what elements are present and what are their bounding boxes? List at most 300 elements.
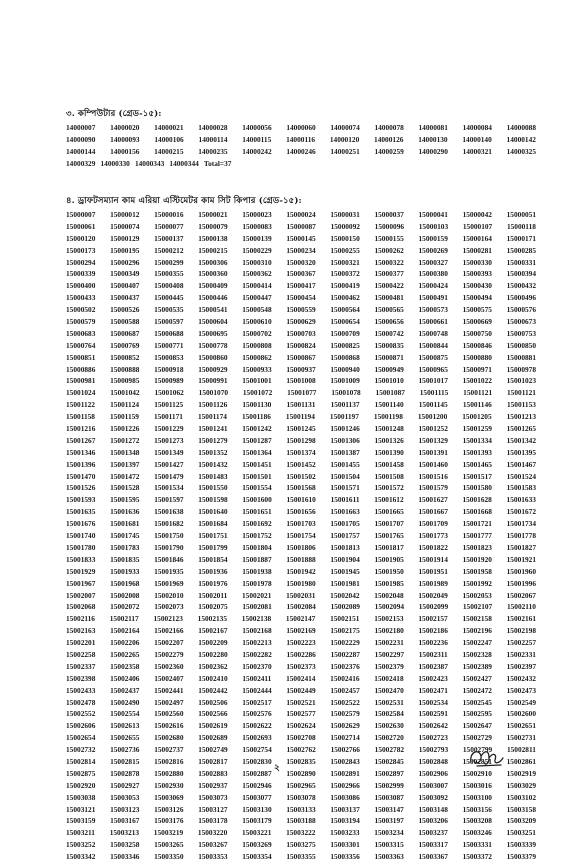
roll-number: 15000212 [154, 245, 184, 255]
roll-number: 15000007 [66, 210, 96, 219]
roll-number: 15001534 [154, 483, 184, 493]
roll-number: 15001985 [374, 578, 404, 588]
roll-number: 15001765 [374, 531, 404, 541]
roll-number: 15001213 [506, 412, 536, 422]
roll-number: 15002766 [330, 745, 360, 755]
roll-number: 15001024 [66, 388, 96, 398]
roll-number: 15001246 [330, 424, 360, 434]
roll-number: 15002545 [462, 697, 492, 707]
roll-number: 15000824 [286, 340, 316, 350]
roll-number: 15002946 [242, 780, 272, 790]
roll-number: 15000362 [242, 269, 272, 279]
roll-number: 15002470 [374, 685, 404, 695]
roll-number: 15000327 [418, 257, 448, 267]
roll-number: 14000081 [418, 123, 448, 132]
roll-number: 15002161 [506, 614, 536, 624]
roll-number: 15001628 [462, 495, 492, 505]
roll-number: 15002398 [66, 673, 96, 683]
roll-number: 15001122 [66, 400, 95, 410]
roll-number: 15002552 [66, 709, 96, 719]
roll-number: 15002490 [110, 697, 140, 707]
roll-number: 15001936 [198, 566, 228, 576]
roll-number: 15003372 [462, 852, 492, 862]
roll-number: Total=37 [203, 158, 232, 168]
roll-number: 15001517 [462, 471, 492, 481]
roll-number: 15000949 [374, 364, 404, 374]
roll-number: 15000355 [154, 269, 184, 279]
roll-number: 15002579 [330, 709, 360, 719]
roll-number: 15001757 [330, 531, 360, 541]
section-4-row [66, 806, 536, 818]
roll-number: 15000339 [66, 269, 96, 279]
roll-number: 15002560 [154, 709, 184, 719]
roll-number: 15000349 [110, 269, 140, 279]
roll-number: 15000229 [242, 245, 272, 255]
roll-number: 15003315 [374, 840, 404, 850]
roll-number: 15002731 [506, 733, 536, 743]
roll-number: 15001598 [198, 495, 228, 505]
roll-number: 15000929 [198, 364, 228, 374]
roll-number: 15002207 [154, 638, 184, 648]
roll-number: 15002577 [286, 709, 316, 719]
roll-number: 15001945 [330, 566, 360, 576]
roll-number: 15003350 [154, 852, 184, 862]
roll-number: 15001817 [374, 542, 404, 552]
roll-number: 15000576 [506, 305, 536, 315]
roll-number: 15001023 [506, 376, 536, 386]
roll-number: 15003267 [198, 840, 228, 850]
roll-number: 15002619 [198, 721, 228, 731]
roll-number: 15000061 [66, 221, 96, 231]
roll-number: 15000844 [418, 340, 448, 350]
roll-number: 15003252 [66, 840, 96, 850]
roll-number: 15001432 [198, 459, 228, 469]
roll-number: 15001740 [66, 531, 96, 541]
roll-number: 15001010 [374, 376, 404, 386]
roll-number: 15002081 [242, 602, 272, 612]
roll-number: 15000171 [506, 233, 536, 243]
roll-number: 15001833 [66, 554, 96, 564]
roll-number: 15001121 [507, 388, 536, 398]
roll-number: 14000330 [100, 158, 130, 168]
roll-number: 15002164 [110, 626, 140, 636]
roll-number: 15001364 [242, 447, 272, 457]
roll-number: 15002554 [110, 709, 140, 719]
roll-number: 15001526 [66, 483, 96, 493]
roll-number: 15001992 [462, 578, 492, 588]
roll-number: 15000031 [330, 210, 360, 219]
section-4-row [66, 461, 536, 473]
roll-number: 15003221 [241, 828, 272, 838]
roll-number: 15000285 [506, 245, 536, 255]
roll-number: 15000417 [286, 281, 316, 291]
roll-number: 14000116 [286, 134, 316, 144]
roll-number: 15002107 [462, 602, 493, 612]
roll-number: 15001348 [110, 447, 140, 457]
roll-number: 14000074 [330, 123, 360, 132]
roll-number: 15001124 [110, 400, 140, 410]
roll-number: 15002282 [242, 649, 272, 659]
roll-number: 15000981 [66, 376, 96, 386]
roll-number: 15001640 [198, 507, 228, 517]
roll-number: 15000120 [66, 233, 96, 243]
roll-number: 15002624 [286, 721, 316, 731]
roll-number: 15002236 [418, 638, 448, 648]
roll-number: 15001920 [462, 554, 492, 564]
roll-number: 15000454 [286, 293, 316, 303]
roll-number: 15001672 [506, 507, 536, 517]
roll-number: 15001458 [374, 459, 404, 469]
roll-number: 15002094 [374, 602, 405, 612]
roll-number: 15002231 [374, 638, 404, 648]
roll-number: 15000414 [242, 281, 272, 291]
roll-number: 15002442 [198, 685, 228, 695]
roll-number: 15001483 [198, 471, 228, 481]
roll-number: 15001397 [110, 459, 140, 469]
roll-number: 15003194 [330, 816, 360, 826]
roll-number: 15003301 [330, 840, 360, 850]
roll-number: 15001334 [462, 435, 492, 445]
roll-number: 14000325 [506, 146, 536, 156]
roll-number: 15000377 [374, 269, 404, 279]
roll-number: 15002167 [198, 626, 228, 636]
roll-number: 15003354 [242, 852, 272, 862]
roll-number: 14000329 [66, 158, 96, 168]
roll-number: 15001572 [374, 483, 404, 493]
roll-number: 15002410 [198, 673, 228, 683]
roll-number: 15000462 [330, 293, 360, 303]
roll-number: 15001130 [242, 400, 272, 410]
roll-number: 15002887 [242, 768, 272, 778]
roll-number: 15001352 [198, 447, 228, 457]
roll-number: 15000656 [374, 317, 404, 327]
roll-number: 15002157 [418, 614, 448, 624]
roll-number: 15002606 [66, 721, 96, 731]
roll-number: 15002999 [374, 780, 404, 790]
roll-number: 15002151 [330, 614, 360, 624]
roll-number: 15002848 [418, 756, 448, 766]
roll-number: 14000242 [242, 146, 272, 156]
roll-number: 15002714 [330, 733, 360, 743]
roll-number: 15001342 [506, 435, 536, 445]
roll-number: 15001287 [242, 435, 272, 445]
roll-number: 15000432 [506, 281, 536, 291]
roll-number: 15002897 [374, 768, 404, 778]
roll-number: 15002814 [66, 756, 96, 766]
roll-number: 15000853 [154, 352, 184, 362]
roll-number: 15002370 [242, 661, 272, 671]
roll-number: 15001745 [110, 531, 140, 541]
roll-number: 15003208 [462, 816, 492, 826]
roll-number: 15001121 [463, 388, 493, 398]
roll-number: 15002584 [374, 709, 404, 719]
roll-number: 15001017 [418, 376, 448, 386]
roll-number: 15000408 [154, 281, 184, 291]
roll-number: 15001062 [154, 388, 184, 398]
roll-number: 15002135 [197, 614, 228, 624]
roll-number: 15001200 [417, 412, 448, 422]
roll-number: 15000445 [154, 293, 184, 303]
roll-number: 15000446 [198, 293, 228, 303]
roll-number: 15000940 [330, 364, 360, 374]
roll-number: 15002630 [374, 721, 404, 731]
roll-number: 14000344 [169, 158, 199, 168]
roll-number: 15001125 [154, 400, 184, 410]
roll-number: 15000868 [330, 352, 360, 362]
roll-number: 15000860 [198, 352, 228, 362]
roll-number: 15002166 [154, 626, 184, 636]
roll-number: 14000246 [286, 146, 316, 156]
roll-number: 15000579 [66, 317, 96, 327]
roll-number: 15000559 [286, 305, 316, 315]
roll-number: 15000669 [462, 317, 492, 327]
roll-number: 15003069 [154, 792, 184, 802]
roll-number: 15002049 [418, 590, 448, 600]
roll-number: 15002387 [418, 661, 448, 671]
roll-number: 15001627 [418, 495, 448, 505]
roll-number: 15002816 [154, 756, 184, 766]
roll-number: 15002169 [286, 626, 316, 636]
roll-number: 15001115 [419, 388, 449, 398]
roll-number: 15003007 [418, 780, 448, 790]
roll-number: 15000255 [330, 245, 360, 255]
roll-number: 15002163 [66, 626, 96, 636]
roll-number: 15001087 [375, 388, 405, 398]
roll-number: 15002793 [418, 745, 449, 755]
roll-number: 15001550 [198, 483, 228, 493]
roll-number: 15001174 [197, 412, 227, 422]
roll-number: 15002379 [374, 661, 404, 671]
roll-number: 14000056 [242, 123, 272, 132]
roll-number: 15000159 [418, 233, 448, 243]
roll-number: 15000541 [198, 305, 228, 315]
roll-number: 15003265 [154, 840, 184, 850]
roll-number: 15000965 [418, 364, 448, 374]
roll-number: 15001799 [198, 542, 228, 552]
section-4-title: ৪. ড্রাফটসম্যান কাম এরিয়া এস্টিমেটর কাম সিট কিপার (গ্রেড-১৫): [66, 196, 302, 206]
roll-number: 15000118 [506, 221, 536, 231]
roll-number: 15002328 [462, 649, 492, 659]
roll-number: 15003073 [198, 792, 228, 802]
roll-number: 15000103 [418, 221, 449, 231]
roll-number: 14000215 [154, 146, 184, 156]
roll-number: 15002247 [462, 638, 492, 648]
roll-number: 15001346 [66, 447, 96, 457]
roll-number: 15000173 [66, 245, 96, 255]
signature-mark [462, 742, 507, 774]
roll-number: 15002449 [286, 685, 316, 695]
roll-number: 15001611 [330, 495, 360, 505]
roll-number: 15003363 [374, 852, 404, 862]
roll-number: 15002737 [154, 745, 184, 755]
roll-number: 14000007 [66, 123, 96, 132]
roll-number: 15000565 [374, 305, 404, 315]
roll-number: 15000129 [110, 233, 140, 243]
roll-number: 15001568 [286, 483, 316, 493]
roll-number: 15000654 [330, 317, 360, 327]
roll-number: 15001595 [110, 495, 140, 505]
roll-number: 15000320 [286, 257, 316, 267]
roll-number: 15001451 [242, 459, 272, 469]
roll-number: 15002072 [110, 602, 140, 612]
section-3-title: ৩. কম্পিউটার (গ্রেড-১৫): [66, 109, 162, 119]
roll-number: 15003133 [286, 804, 316, 814]
roll-number: 15000764 [66, 340, 96, 350]
roll-number: 15002616 [154, 721, 184, 731]
roll-number: 15001854 [198, 554, 228, 564]
section-3-row [66, 148, 536, 160]
roll-number: 15002549 [506, 697, 536, 707]
roll-number: 15000852 [110, 352, 140, 362]
roll-number: 15003053 [110, 792, 140, 802]
roll-number: 15002258 [66, 649, 96, 659]
roll-number: 15000281 [462, 245, 492, 255]
roll-number: 15000400 [66, 281, 96, 291]
roll-number: 15002521 [286, 697, 316, 707]
roll-number: 15001668 [462, 507, 492, 517]
roll-number: 15002906 [418, 768, 448, 778]
page-number: ২ [274, 763, 280, 773]
roll-number: 15003178 [198, 816, 228, 826]
roll-number: 15000139 [242, 233, 272, 243]
roll-number: 15000430 [462, 281, 492, 291]
roll-number: 15002110 [506, 602, 536, 612]
roll-number: 15001326 [374, 435, 404, 445]
roll-number: 15000709 [330, 328, 360, 338]
roll-number: 15001198 [373, 412, 403, 422]
roll-number: 15002576 [242, 709, 272, 719]
roll-number: 15000137 [154, 233, 184, 243]
roll-number: 15002655 [110, 733, 140, 743]
roll-number: 15003275 [286, 840, 316, 850]
roll-number: 15001684 [198, 519, 228, 529]
roll-number: 15000023 [242, 210, 272, 219]
roll-number: 15003258 [110, 840, 140, 850]
roll-number: 15003086 [330, 792, 360, 802]
roll-number: 15003353 [198, 852, 228, 862]
roll-number: 15002444 [242, 685, 272, 695]
roll-number: 15001171 [153, 412, 183, 422]
roll-number: 15001721 [462, 519, 492, 529]
roll-number: 15002168 [242, 626, 272, 636]
roll-number: 15002358 [110, 661, 140, 671]
roll-number: 15002680 [154, 733, 184, 743]
roll-number: 15002861 [506, 756, 536, 766]
roll-number: 15001823 [462, 542, 492, 552]
roll-number: 15002287 [330, 649, 360, 659]
roll-number: 15002196 [462, 626, 492, 636]
roll-number: 15000771 [154, 340, 184, 350]
roll-number: 15001524 [506, 471, 536, 481]
roll-number: 15002815 [110, 756, 140, 766]
roll-number: 15003158 [506, 804, 536, 814]
roll-number: 14000321 [462, 146, 492, 156]
roll-number: 15002517 [242, 697, 272, 707]
roll-number: 14000093 [110, 134, 140, 144]
roll-number: 15001950 [374, 566, 404, 576]
roll-number: 15000688 [154, 328, 184, 338]
roll-number: 15001452 [286, 459, 316, 469]
roll-number: 14000088 [506, 123, 536, 132]
roll-number: 15001822 [418, 542, 448, 552]
roll-number: 15002407 [154, 673, 184, 683]
roll-number: 15000155 [374, 233, 404, 243]
roll-number: 15002693 [242, 733, 272, 743]
roll-number: 14000142 [506, 134, 536, 144]
roll-number: 15002180 [374, 626, 404, 636]
roll-number: 15002042 [330, 590, 360, 600]
roll-number: 15001981 [330, 578, 360, 588]
roll-number: 15003102 [506, 792, 536, 802]
roll-number: 15002376 [330, 661, 360, 671]
roll-number: 15000092 [330, 221, 360, 231]
roll-number: 15001960 [506, 566, 536, 576]
roll-number: 15000610 [242, 317, 272, 327]
roll-number: 15001835 [110, 554, 140, 564]
roll-number: 15003269 [242, 840, 272, 850]
roll-number: 15001248 [374, 424, 404, 434]
roll-number: 15000629 [286, 317, 316, 327]
roll-number: 15001580 [462, 483, 492, 493]
roll-number: 15001194 [285, 412, 315, 422]
roll-number: 15003092 [418, 792, 448, 802]
roll-number: 15003342 [66, 852, 96, 862]
section-4-row [66, 829, 536, 841]
roll-number: 15000306 [198, 257, 228, 267]
roll-number: 15000138 [198, 233, 228, 243]
section-4-row [66, 853, 536, 865]
roll-number: 15001579 [418, 483, 448, 493]
roll-number: 14000130 [418, 134, 448, 144]
roll-number: 15001501 [242, 471, 272, 481]
roll-number: 14000021 [154, 123, 184, 132]
roll-number: 15002534 [418, 697, 448, 707]
roll-number: 15002927 [110, 780, 140, 790]
roll-number: 15001778 [506, 531, 536, 541]
roll-number: 15002595 [462, 709, 492, 719]
roll-number: 15001078 [331, 388, 361, 398]
roll-number: 14000156 [110, 146, 140, 156]
roll-number: 15002021 [241, 590, 272, 600]
roll-number: 15003220 [197, 828, 228, 838]
roll-number: 15000419 [330, 281, 360, 291]
roll-number: 15000096 [374, 221, 405, 231]
roll-number: 15003137 [330, 804, 360, 814]
roll-number: 14000251 [330, 146, 360, 156]
roll-number: 15003197 [374, 816, 404, 826]
roll-number: 15003246 [462, 828, 492, 838]
roll-number: 15001752 [242, 531, 272, 541]
roll-number: 14000020 [110, 123, 140, 132]
roll-number: 15002008 [110, 590, 140, 600]
roll-number: 15001978 [242, 578, 272, 588]
roll-number: 15001921 [506, 554, 536, 564]
roll-number: 15001942 [286, 566, 316, 576]
section-4-row [66, 449, 536, 461]
roll-number: 15002280 [198, 649, 228, 659]
roll-number: 15002762 [286, 745, 316, 755]
roll-number: 15002799 [462, 745, 493, 755]
roll-number: 15002830 [242, 756, 272, 766]
roll-number: 15000548 [242, 305, 272, 315]
roll-number: 15002522 [330, 697, 360, 707]
roll-number: 15002117 [109, 614, 139, 624]
roll-number: 15003219 [153, 828, 184, 838]
roll-number: 15000195 [110, 245, 140, 255]
roll-number: 15000310 [242, 257, 272, 267]
roll-number: 15000886 [66, 364, 96, 374]
roll-number: 15001705 [330, 519, 360, 529]
